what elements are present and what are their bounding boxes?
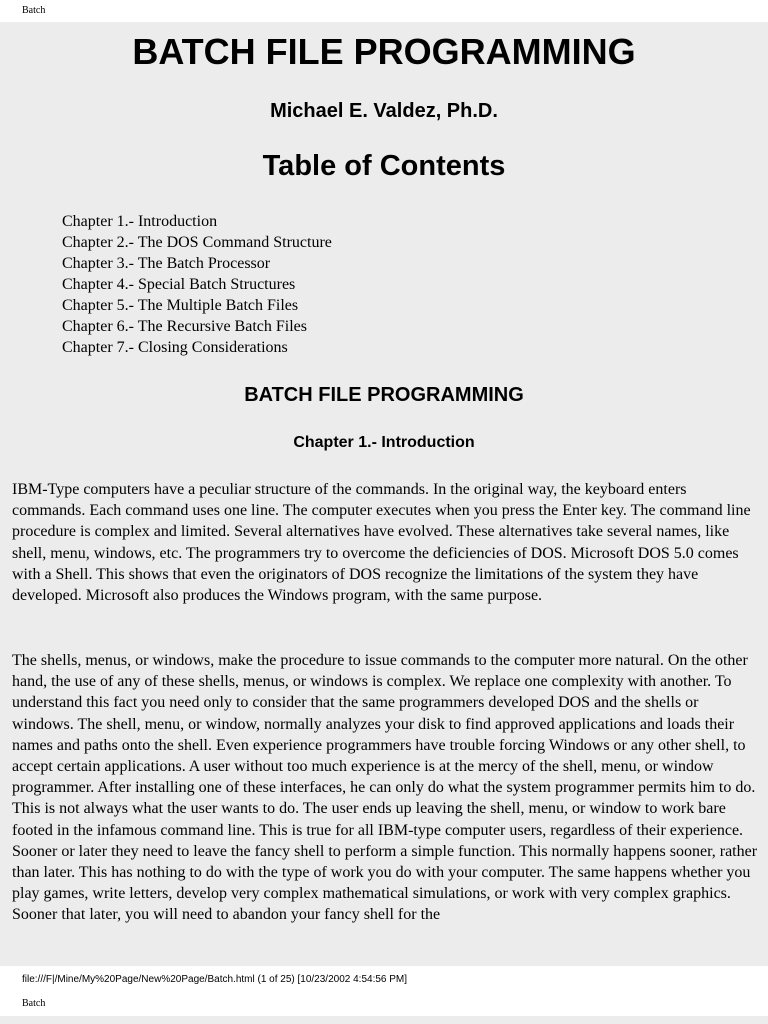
- toc-item-chapter-7[interactable]: Chapter 7.- Closing Considerations: [62, 339, 288, 356]
- running-header-title: Batch: [22, 5, 46, 16]
- running-footer: [0, 966, 768, 1024]
- body-paragraph: IBM-Type computers have a peculiar structure of the commands. In the original way, the keyboard enters commands. Each command uses one line. The computer executes when you press the Enter key. The command line procedure is complex and limited. Several alternatives have evolved. These alternatives take several names, like shell, menu, windows, etc. The programmers try to overcome the deficiencies of DOS. Microsoft DOS 5.0 comes with a Shell. This shows that even the originators of DOS recognize the limitations of the system they have developed. Microsoft also produces the Windows program, with the same purpose.: [12, 481, 751, 605]
- toc-item-chapter-2[interactable]: Chapter 2.- The DOS Command Structure: [62, 234, 332, 251]
- running-header: [0, 0, 768, 22]
- footer-file-path: file:///F|/Mine/My%20Page/New%20Page/Batch.html (1 of 25) [10/23/2002 4:54:56 PM]: [22, 974, 408, 985]
- next-page-edge: [0, 1016, 768, 1024]
- chapter-heading: Chapter 1.- Introduction: [293, 434, 475, 451]
- body-paragraph: The shells, menus, or windows, make the procedure to issue commands to the computer more natural. On the other hand, the use of any of these shells, menus, or windows is complex. We replace one complexity with another. To understand this fact you need only to consider that the same programmers developed DOS and the shells or windows. The shell, menu, or window, normally analyzes your disk to find approved applications and loads their names and paths onto the shell. Even experience programmers have trouble forcing Windows or any other shell, to accept certain applications. A user without too much experience is at the mercy of the shell, menu, or window programmer. After installing one of these interfaces, he can only do what the system programmer permits him to do. This is not always what the user wants to do. The user ends up leaving the shell, menu, or window to work bare footed in the infamous command line. This is true for all IBM-type computer users, regardless of their experience. Sooner or later they need to leave the fancy shell to perform a simple function. This normally happens sooner, rather than later. This has nothing to do with the type of work you do with your computer. The same happens whether you play games, write letters, develop very complex mathematical simulations, or work with very complex graphics. Sooner that later, you will need to abandon your fancy shell for the: [12, 652, 758, 924]
- toc-item-chapter-3[interactable]: Chapter 3.- The Batch Processor: [62, 255, 271, 272]
- toc-item-chapter-4[interactable]: Chapter 4.- Special Batch Structures: [62, 276, 296, 293]
- document-title: BATCH FILE PROGRAMMING: [132, 31, 636, 72]
- document-author: Michael E. Valdez, Ph.D.: [270, 100, 498, 122]
- document-page: [0, 22, 768, 966]
- section-heading: BATCH FILE PROGRAMMING: [244, 384, 524, 406]
- toc-item-chapter-1[interactable]: Chapter 1.- Introduction: [62, 213, 218, 230]
- table-of-contents: [62, 211, 332, 358]
- toc-item-chapter-6[interactable]: Chapter 6.- The Recursive Batch Files: [62, 318, 307, 335]
- toc-heading: Table of Contents: [262, 150, 506, 182]
- toc-item-chapter-5[interactable]: Chapter 5.- The Multiple Batch Files: [62, 297, 299, 314]
- next-page-header: Batch: [22, 998, 46, 1009]
